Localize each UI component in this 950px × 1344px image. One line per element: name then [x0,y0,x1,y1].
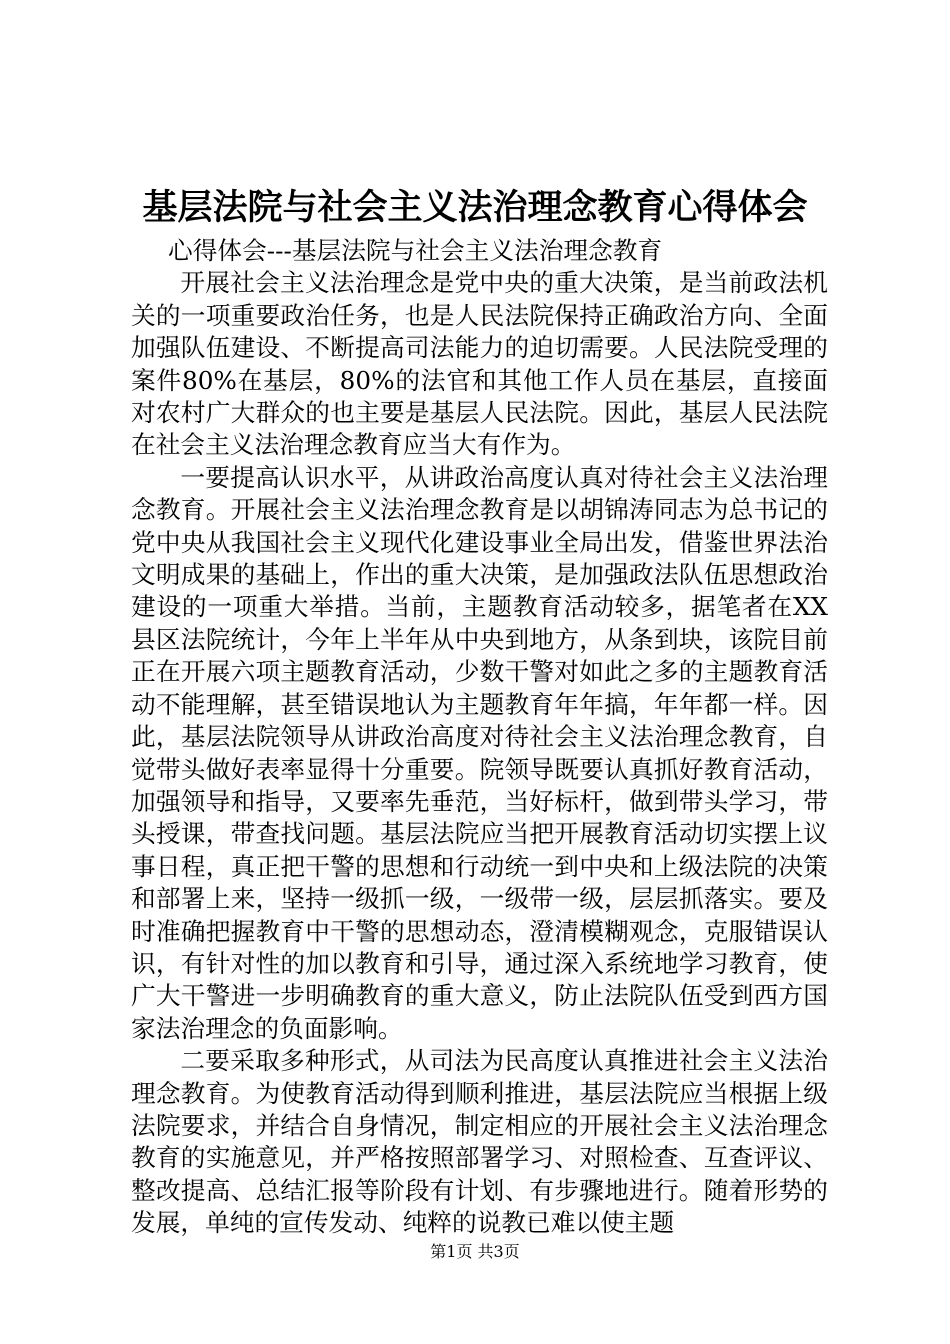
document-body [131,235,828,1240]
document-title: 基层法院与社会主义法治理念教育心得体会 [142,187,808,228]
paragraph-point-two: 二要采取多种形式，从司法为民高度认真推进社会主义法治理念教育。为使教育活动得到顺利推进，基层法院应当根据上级法院要求，并结合自身情况，制定相应的开展社会主义法治理念教育的实施意见，并严格按照部署学习、对照检查、互查评议、整改提高、总结汇报等阶段有计划、有步骤地进行。随着形势的发展，单纯的宣传发动、纯粹的说教已难以使主题 [131,1046,828,1238]
paragraph-point-one: 一要提高认识水平，从讲政治高度认真对待社会主义法治理念教育。开展社会主义法治理念教育是以胡锦涛同志为总书记的党中央从我国社会主义现代化建设事业全局出发，借鉴世界法治文明成果的基础上，作出的重大决策，是加强政法队伍思想政治建设的一项重大举措。当前，主题教育活动较多，据笔者在XX县区法院统计，今年上半年从中央到地方，从条到块，该院目前正在开展六项主题教育活动，少数干警对如此之多的主题教育活动不能理解，甚至错误地认为主题教育年年搞，年年都一样。因此，基层法院领导从讲政治高度对待社会主义法治理念教育，自觉带头做好表率显得十分重要。院领导既要认真抓好教育活动，加强领导和指导，又要率先垂范，当好标杆，做到带头学习，带头授课，带查找问题。基层法院应当把开展教育活动切实摆上议事日程，真正把干警的思想和行动统一到中央和上级法院的决策和部署上来，坚持一级抓一级，一级带一级，层层抓落实。要及时准确把握教育中干警的思想动态，澄清模糊观念，克服错误认识，有针对性的加以教育和引导，通过深入系统地学习教育，使广大干警进一步明确教育的重大意义，防止法院队伍受到西方国家法治理念的负面影响。 [131,462,828,1043]
document-subtitle: 心得体会---基层法院与社会主义法治理念教育 [168,236,663,265]
paragraph-intro: 开展社会主义法治理念是党中央的重大决策，是当前政法机关的一项重要政治任务，也是人民法院保持正确政治方向、全面加强队伍建设、不断提高司法能力的迫切需要。人民法院受理的案件80%在基层，80%的法官和其他工作人员在基层，直接面对农村广大群众的也主要是基层人民法院。因此，基层人民法院在社会主义法治理念教育应当大有作为。 [131,268,828,460]
page-number-footer: 第1页 共3页 [430,1242,520,1261]
